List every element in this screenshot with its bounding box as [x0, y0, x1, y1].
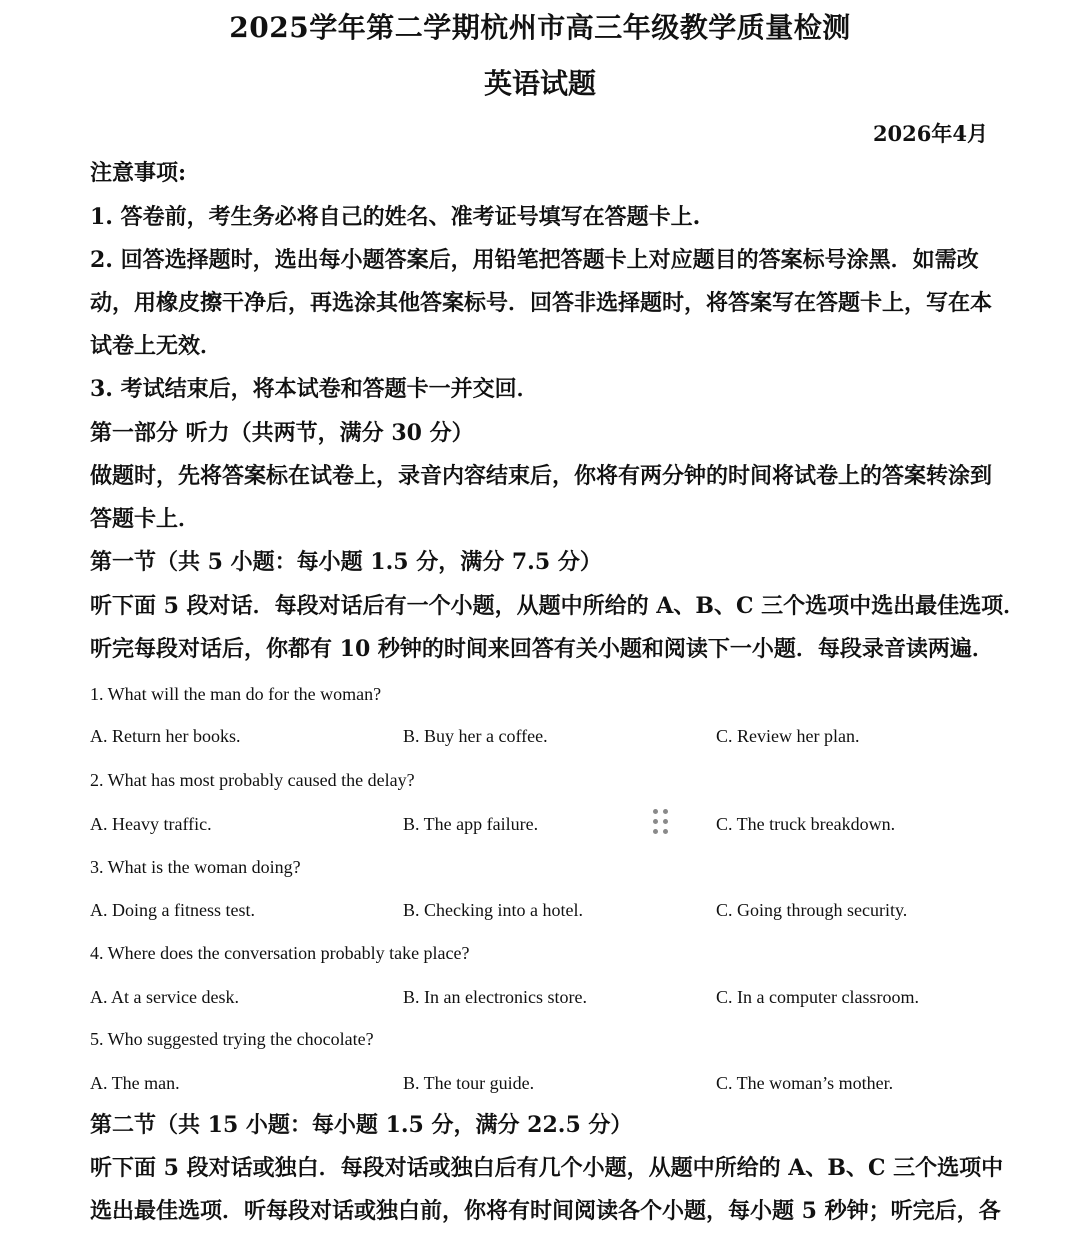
section1-instruction-line-1: 听下面 5 段对话．每段对话后有一个小题，从题中所给的 A、B、C 三个选项中选出最佳选项． — [90, 593, 1026, 619]
question-4-option-a: A. At a service desk. — [90, 987, 239, 1007]
question-2-option-c: C. The truck breakdown. — [716, 814, 896, 834]
question-2-option-b: B. The app failure. — [403, 814, 539, 834]
part1-instruction-line-2: 答题卡上． — [90, 506, 201, 532]
question-1-option-c: C. Review her plan. — [716, 726, 860, 746]
section2-heading: 第二节（共 15 小题：每小题 1.5 分，满分 22.5 分） — [90, 1112, 633, 1138]
question-5-option-b: B. The tour guide. — [403, 1073, 535, 1093]
exam-subtitle: 英语试题 — [483, 67, 596, 100]
question-2: 2. What has most probably caused the delay? — [90, 770, 415, 790]
question-5: 5. Who suggested trying the chocolate? — [90, 1029, 374, 1049]
section1-heading: 第一节（共 5 小题：每小题 1.5 分，满分 7.5 分） — [90, 549, 602, 575]
question-5-option-a: A. The man. — [90, 1073, 180, 1093]
question-3-option-b: B. Checking into a hotel. — [403, 900, 583, 920]
notice-item-2-line-3: 试卷上无效． — [90, 333, 223, 359]
notice-heading: 注意事项: — [90, 160, 187, 186]
question-1-option-a: A. Return her books. — [90, 726, 241, 746]
question-5-option-c: C. The woman’s mother. — [716, 1073, 894, 1093]
question-3-option-a: A. Doing a fitness test. — [90, 900, 255, 920]
section2-instruction-line-2: 选出最佳选项．听每段对话或独白前，你将有时间阅读各个小题，每小题 5 秒钟；听完后，各 — [90, 1198, 1001, 1224]
section1-instruction-line-2: 听完每段对话后，你都有 10 秒钟的时间来回答有关小题和阅读下一小题．每段录音读两遍． — [90, 636, 994, 662]
notice-item-2-line-2: 动，用橡皮擦干净后，再选涂其他答案标号．回答非选择题时，将答案写在答题卡上，写在本 — [90, 290, 993, 316]
question-4-option-b: B. In an electronics store. — [403, 987, 587, 1007]
notice-item-2-line-1: 2. 回答选择题时，选出每小题答案后，用铅笔把答题卡上对应题目的答案标号涂黑．如需改 — [90, 247, 979, 273]
question-2-option-a: A. Heavy traffic. — [90, 814, 212, 834]
drag-handle-icon[interactable] — [652, 808, 670, 836]
question-4: 4. Where does the conversation probably take place? — [90, 943, 470, 963]
question-1-option-b: B. Buy her a coffee. — [403, 726, 548, 746]
section2-instruction-line-1: 听下面 5 段对话或独白．每段对话或独白后有几个小题，从题中所给的 A、B、C 三个选项中 — [90, 1155, 1004, 1181]
question-1: 1. What will the man do for the woman? — [90, 684, 382, 704]
exam-date: 2026年4月 — [872, 121, 988, 146]
notice-item-1: 1. 答卷前，考生务必将自己的姓名、准考证号填写在答题卡上. — [90, 204, 701, 230]
exam-title: 2025学年第二学期杭州市高三年级教学质量检测 — [229, 11, 851, 44]
notice-item-3: 3. 考试结束后，将本试卷和答题卡一并交回． — [90, 376, 539, 402]
part1-instruction-line-1: 做题时，先将答案标在试卷上，录音内容结束后，你将有两分钟的时间将试卷上的答案转涂到 — [90, 463, 993, 489]
question-4-option-c: C. In a computer classroom. — [716, 987, 919, 1007]
question-3-option-c: C. Going through security. — [716, 900, 908, 920]
question-3: 3. What is the woman doing? — [90, 857, 301, 877]
part1-heading: 第一部分 听力（共两节，满分 30 分） — [90, 420, 474, 446]
